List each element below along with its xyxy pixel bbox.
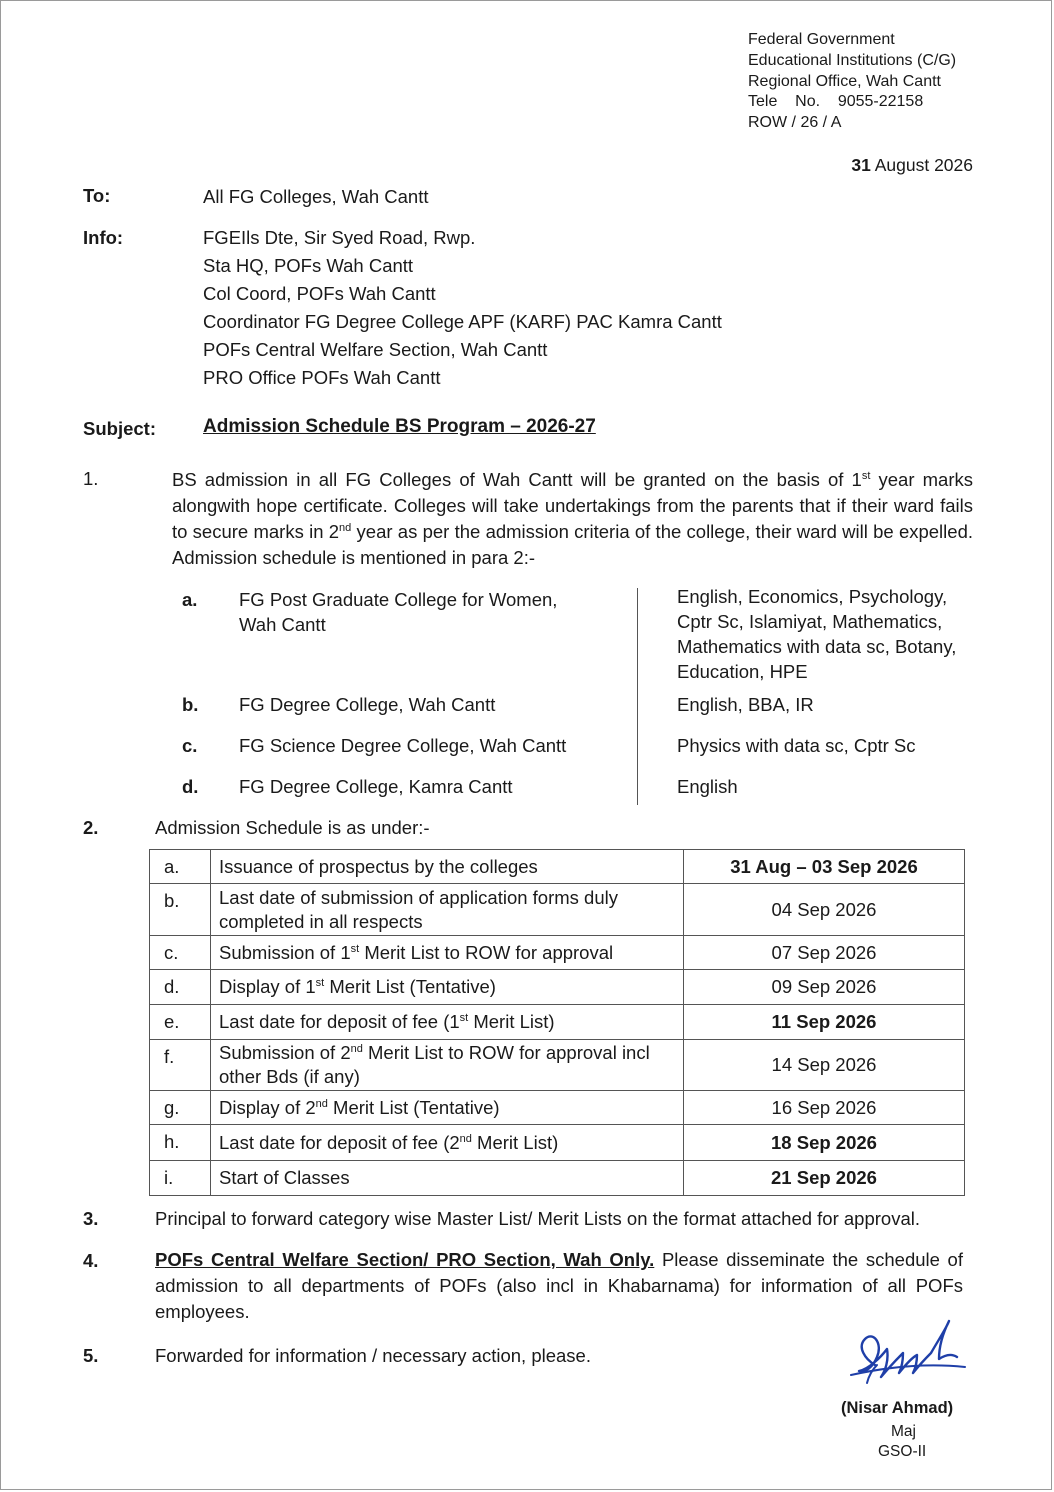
row-date: 18 Sep 2026 — [684, 1125, 965, 1161]
row-key: i. — [150, 1161, 211, 1196]
college-name: FG Degree College, Wah Cantt — [239, 694, 496, 715]
row-activity — [211, 970, 684, 1005]
ordinal-suffix: nd — [459, 1132, 472, 1145]
info-line: Coordinator FG Degree College APF (KARF) PAC Kamra Cantt — [203, 311, 722, 332]
college-letter: d. — [182, 776, 199, 797]
letterhead — [748, 30, 956, 134]
table-row — [150, 1091, 965, 1125]
row-date: 07 Sep 2026 — [684, 936, 965, 970]
para-1-part: BS admission in all FG Colleges of Wah Cantt will be granted on the basis of 1 — [172, 469, 862, 490]
subject-value: Admission Schedule BS Program – 2026-27 — [203, 416, 596, 437]
para-3-text: Principal to forward category wise Master List/ Merit Lists on the format attached for approval. — [155, 1208, 920, 1229]
activity-text: Submission of 1 — [219, 941, 351, 963]
row-date: 11 Sep 2026 — [684, 1005, 965, 1040]
row-key: c. — [150, 936, 211, 970]
activity-text: Last date for deposit of fee (1 — [219, 1011, 460, 1032]
date-rest: August 2026 — [870, 155, 973, 175]
activity-text: Issuance of prospectus by the colleges — [219, 855, 538, 877]
activity-text: Display of 1 — [219, 976, 316, 997]
table-row — [150, 970, 965, 1005]
letterhead-line: ROW / 26 / A — [748, 114, 842, 132]
ordinal-suffix: st — [459, 1011, 469, 1024]
para-1-part: year as per the admission criteria of the college, their ward will be expelled. Admission schedule is mentioned in para 2:- — [172, 521, 973, 568]
para-4-lead: POFs Central Welfare Section/ PRO Section, Wah Only. — [155, 1249, 655, 1270]
table-row — [150, 936, 965, 970]
row-activity — [211, 1125, 684, 1161]
para-number: 5. — [83, 1345, 99, 1366]
activity-text: Display of 2 — [219, 1096, 316, 1118]
signatory-post: GSO-II — [878, 1443, 927, 1460]
info-label: Info: — [83, 227, 124, 248]
info-list — [203, 224, 722, 392]
activity-text: Merit List (Tentative) — [324, 976, 496, 997]
row-activity — [211, 1005, 684, 1040]
college-subjects: English, Economics, Psychology, Cptr Sc, Islamiyat, Mathematics, Mathematics with data sc, Botany, Education, HPE — [677, 586, 957, 682]
college-name: FG Degree College, Kamra Cantt — [239, 776, 513, 797]
table-row — [150, 1040, 965, 1091]
activity-text: Last date of submission of application forms duly completed in all respects — [219, 886, 618, 932]
college-subjects: English — [677, 776, 738, 797]
row-activity — [211, 1161, 684, 1196]
college-subjects: English, BBA, IR — [677, 694, 814, 715]
letterhead-line: Tele No. 9055-22158 — [748, 93, 924, 111]
para-4-text — [155, 1247, 963, 1325]
row-key: f. — [150, 1040, 211, 1091]
row-date: 31 Aug – 03 Sep 2026 — [684, 850, 965, 884]
to-label: To: — [83, 185, 111, 206]
row-key: a. — [150, 850, 211, 884]
info-line: Sta HQ, POFs Wah Cantt — [203, 255, 414, 276]
college-name: FG Post Graduate College for Women, Wah Cantt — [239, 589, 558, 635]
college-subjects: Physics with data sc, Cptr Sc — [677, 735, 916, 756]
ordinal-suffix: nd — [315, 1097, 328, 1110]
ordinal-suffix: nd — [339, 521, 352, 534]
row-key: b. — [150, 884, 211, 936]
row-activity — [211, 884, 684, 936]
row-activity — [211, 1040, 684, 1091]
row-activity — [211, 936, 684, 970]
table-row — [150, 1161, 965, 1196]
table-row — [150, 884, 965, 936]
activity-text: Merit List to ROW for approval incl other Bds (if any) — [219, 1042, 650, 1087]
table-row — [150, 1125, 965, 1161]
activity-text: Merit List) — [468, 1011, 555, 1032]
activity-text: Start of Classes — [219, 1167, 350, 1188]
row-activity — [211, 1091, 684, 1125]
activity-text: Last date for deposit of fee (2 — [219, 1131, 460, 1153]
row-date: 16 Sep 2026 — [684, 1091, 965, 1125]
para-4-body: Please disseminate the schedule of admission to all departments of POFs (also incl in Khabarnama) for information of all POFs employees. — [155, 1249, 963, 1322]
info-line: PRO Office POFs Wah Cantt — [203, 367, 441, 388]
row-key: h. — [150, 1125, 211, 1161]
para-1-text — [172, 467, 973, 571]
para-2-text: Admission Schedule is as under:- — [155, 817, 430, 838]
para-number: 1. — [83, 468, 99, 489]
row-activity — [211, 850, 684, 884]
ordinal-suffix: st — [861, 469, 871, 482]
row-key: g. — [150, 1091, 211, 1125]
activity-text: Merit List to ROW for approval — [359, 941, 614, 963]
para-number: 3. — [83, 1208, 99, 1229]
college-letter: c. — [182, 735, 198, 756]
letterhead-line: Federal Government — [748, 31, 895, 48]
row-date: 09 Sep 2026 — [684, 970, 965, 1005]
letterhead-line: Regional Office, Wah Cantt — [748, 72, 941, 90]
table-row — [150, 1005, 965, 1040]
table-row — [150, 850, 965, 884]
college-letter: b. — [182, 694, 199, 715]
handwritten-signature — [847, 1313, 967, 1399]
activity-text: Merit List) — [471, 1131, 559, 1153]
schedule-table — [149, 849, 965, 1196]
ordinal-suffix: st — [350, 942, 360, 955]
signatory-rank: Maj — [891, 1423, 916, 1440]
college-letter: a. — [182, 589, 198, 610]
activity-text: Submission of 2 — [219, 1042, 351, 1063]
info-line: Col Coord, POFs Wah Cantt — [203, 283, 436, 304]
date-day: 31 — [851, 155, 871, 175]
info-line: FGEIls Dte, Sir Syed Road, Rwp. — [203, 227, 476, 248]
row-key: d. — [150, 970, 211, 1005]
para-1-part: year marks alongwith hope certificate. Colleges will take undertakings from the parents that if their ward fails to secure marks in 2 — [172, 469, 973, 542]
row-date: 14 Sep 2026 — [684, 1040, 965, 1091]
subject-label: Subject: — [83, 418, 156, 439]
college-name: FG Science Degree College, Wah Cantt — [239, 735, 567, 756]
letter-date — [851, 155, 973, 176]
para-number: 4. — [83, 1250, 99, 1271]
ordinal-suffix: nd — [350, 1042, 363, 1055]
row-key: e. — [150, 1005, 211, 1040]
signatory-name: (Nisar Ahmad) — [841, 1399, 954, 1417]
column-divider — [637, 588, 638, 805]
ordinal-suffix: st — [315, 976, 325, 989]
info-line: POFs Central Welfare Section, Wah Cantt — [203, 339, 548, 360]
to-value: All FG Colleges, Wah Cantt — [203, 186, 429, 207]
activity-text: Merit List (Tentative) — [327, 1096, 500, 1118]
row-date: 04 Sep 2026 — [684, 884, 965, 936]
letterhead-line: Educational Institutions (C/G) — [748, 51, 957, 69]
para-5-text: Forwarded for information / necessary action, please. — [155, 1345, 591, 1366]
row-date: 21 Sep 2026 — [684, 1161, 965, 1196]
para-number: 2. — [83, 817, 99, 838]
